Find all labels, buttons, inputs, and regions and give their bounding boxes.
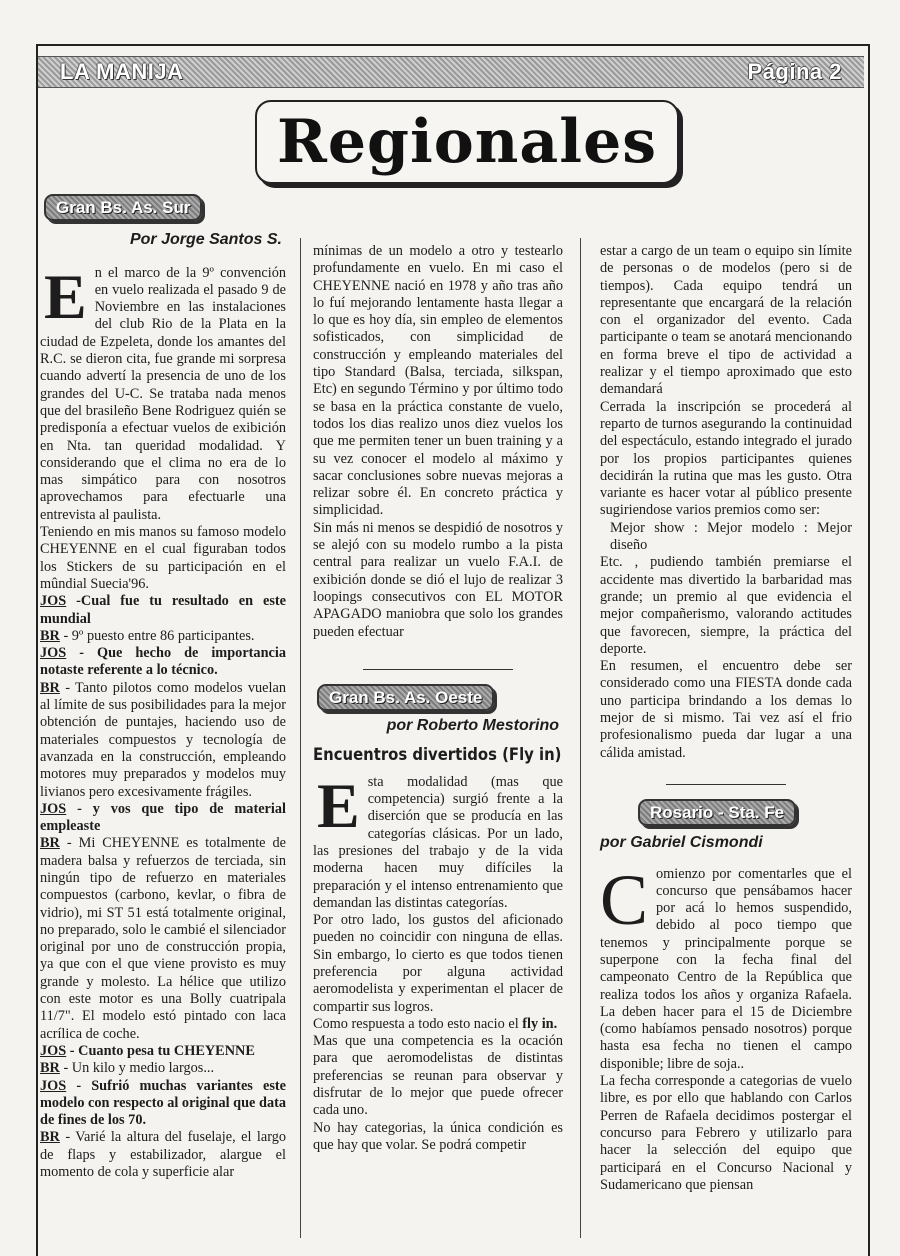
paragraph: Comienzo por comentarles que el concurso que pensábamos hacer por acá lo hemos suspendido, debido al poco tiempo que tenemos y principalmente porque se superpone con la fecha final del campeonato Centro de la República que realiza todos los años y organiza Rafaela. La deben hacer para el 15 de Diciembre (como habíamos pensado nosotros) porque hasta esa fecha no tienen el campo disponible; libre de soja.. [600,859,852,1072]
header-band [38,56,864,88]
column-divider-1 [300,238,301,1238]
paragraph: En resumen, el encuentro debe ser considerado como una FIESTA donde cada uno participa brindando a los demas lo mejor de si mismo. Tai vez así el frio profesionalismo pueda dar lugar a una cálida amistad. [600,658,852,761]
paragraph: Por otro lado, los gustos del aficionado pueden no coincidir con ninguna de ellas. Sin embargo, lo cierto es que todos tienen preferencia por alguna actividad aeromodelista y experimentan el placer de compartir sus logros. [313,912,563,1015]
paragraph: Teniendo en mis manos su famoso modelo CHEYENNE en el cual figuraban todos los Stickers de su participación en el mûndial Suecia'96. [40,524,286,592]
drop-cap: E [317,769,360,841]
paragraph: Mas que una competencia es la ocación para que aeromodelistas de distintas preferencias se reunan para observar y disfrutar de lo mejor que puede ofrecer cada uno. [313,1033,563,1119]
drop-cap: E [44,260,87,332]
separator [363,669,513,670]
interview-answer: BR - Varié la altura del fuselaje, el largo de flaps y estabilizador, alargue el momento de cola y superficie alar [40,1129,286,1181]
paragraph: Etc. , pudiendo también premiarse el accidente mas divertido la barbaridad mas grande; un premio al que evidencia el mejor compañerismo, valorando actitudes que favorecen, siempre, la práctica del deporte. [600,554,852,657]
interview-question: JOS -Cual fue tu resultado en este mundial [40,593,286,627]
interview-answer: BR - 9º puesto entre 86 participantes. [40,627,255,644]
interview-question: JOS - Sufrió muchas variantes este modelo con respecto al original que data de fines de los 70. [40,1077,286,1129]
paragraph: La fecha corresponde a categorias de vuelo libre, es por ello que hablando con Carlos Perren de Rafaela decidimos postergar el concurso para Febrero y utilizarlo para hacer la selección del equipo que participará en el Concurso Nacional y Sudamericano que piensan [600,1073,852,1193]
publication-name: LA MANIJA [60,59,184,84]
paragraph: Como respuesta a todo esto nacio el fly in. [313,1015,558,1032]
article-subtitle: Encuentros divertidos (Fly in) [313,745,562,765]
interview-question: JOS - Cuanto pesa tu CHEYENNE [40,1042,255,1059]
paragraph: Esta modalidad (mas que competencia) surgió frente a la diserción que se producía en las categorías clásicas. Por un lado, las presiones del trabajo y de la vida moderna hacen muy difíciles la preparación y el intenso entrenamiento que demandan las distintas categorías. [313,769,563,911]
article-intro: En el marco de la 9º convención en vuelo realizada el pasado 9 de Noviembre en las instalaciones del club Rio de la Plata en la ciudad de Ezpeleta, donde los amantes del R.C. se dieron cita, fue grande mi sorpresa cuando advertí la presencia de uno de los grandes del U-C. Se trataba nada menos que del brasileño Bene Rodriguez quién se predisponía a efectuar vuelos de exibición en Nta. tan queridad modalidad. Y considerando que el clima no era de lo mas simpático para con nosotros aprovechamos para efectuarle una entrevista al paulista. [40,260,286,523]
region-badge-oeste: Gran Bs. As. Oeste [317,684,494,711]
interview-answer: BR - Mi CHEYENNE es totalmente de madera balsa y refuerzos de terciada, sin ningún tipo de refuerzo en materiales compuestos (carbono, kevlar, o fibra de vidrio), mi ST 51 está totalmente original, no preparado, solo le cambié el silenciador original por uno de construcción propia, ya que con el que viene provisto es muy grande y molesto. La hélice que utilizo con este motor es una Bolly cuatripala 11/7". El modelo estó pintado con laca acrílica de coche. [40,835,286,1042]
paragraph: mínimas de un modelo a otro y testearlo profundamente en vuelo. En mi caso el CHEYENNE nació en 1978 y año tras año lo fuí mejorando lentamente hasta llegar a lo que es hoy día, sin empleo de elementos sofisticados, con simplicidad de construcción y empleando materiales del tipo Standard (Balsa, terciada, silkspan, Etc) en segundo Término y por último todo se basa en la práctica constante de vuelo, todos los dias realizo unos diez vuelos los que me permiten tener un buen training y a su vez conocer el modelo al máximo y sacar conclusiones sobre nuevas mejoras a relizar sobre él. En concreto práctica y simplicidad. [313,243,563,519]
separator [666,784,786,785]
section-title: Regionales [276,107,658,177]
region-badge-rosario: Rosario - Sta. Fe [638,799,796,826]
paragraph: estar a cargo de un team o equipo sin límite de personas o de modelos (pero si de tiempos). Cada equipo tendrá un representante que encargará de la relación con el organizador del evento. Cada participante o team se anotará mencionando en forma breve el tipo de actividad a realizar y el tiempo aproximado que esto demandará [600,243,852,398]
byline-mestorino: por Roberto Mestorino [386,717,559,735]
byline-santos: Por Jorge Santos S. [129,231,282,249]
paragraph: Sin más ni menos se despidió de nosotros y se alejó con su modelo rumbo a la pista central para realizar un vuelo F.A.I. de exibición donde se dió el lujo de realizar 3 loopings consecutivos con EL MOTOR APAGADO maniobra que solo los grandes pueden efectuar [313,519,563,640]
paragraph: Mejor show : Mejor modelo : Mejor diseño [610,519,852,554]
drop-cap: C [600,859,649,940]
column-3 [600,243,852,1194]
paragraph: Cerrada la inscripción se procederá al reparto de turnos asegurando la continuidad del espectáculo, estando integrado el jurado por los propios participantes quienes decidirán la rutina que mas les gusto. Otra variante es hacer votar al público presente sugiriendose varios premios como ser: [600,398,852,519]
page-number: Página 2 [747,59,842,84]
section-title-box [255,100,679,184]
column-1 [40,190,286,1181]
column-2 [313,243,563,1154]
paragraph: No hay categorias, la única condición es que hay que volar. Se podrá competir [313,1119,563,1153]
interview-answer: BR - Un kilo y medio largos... [40,1060,215,1077]
interview-answer: BR - Tanto pilotos como modelos vuelan al límite de sus posibilidades para la mejor obtención de puntajes, haciendo uso de materiales compuestos y tecnología de avanzada en la construcción, empleando motores muy preparados y modelos muy livianos pero excesivamente frágiles. [40,679,286,800]
region-badge-sur: Gran Bs. As. Sur [44,194,202,221]
interview-question: JOS - y vos que tipo de material empleaste [40,800,286,835]
byline-cismondi: por Gabriel Cismondi [600,834,763,852]
column-divider-2 [580,238,581,1238]
interview-question: JOS - Que hecho de importancia notaste referente a lo técnico. [40,645,286,679]
